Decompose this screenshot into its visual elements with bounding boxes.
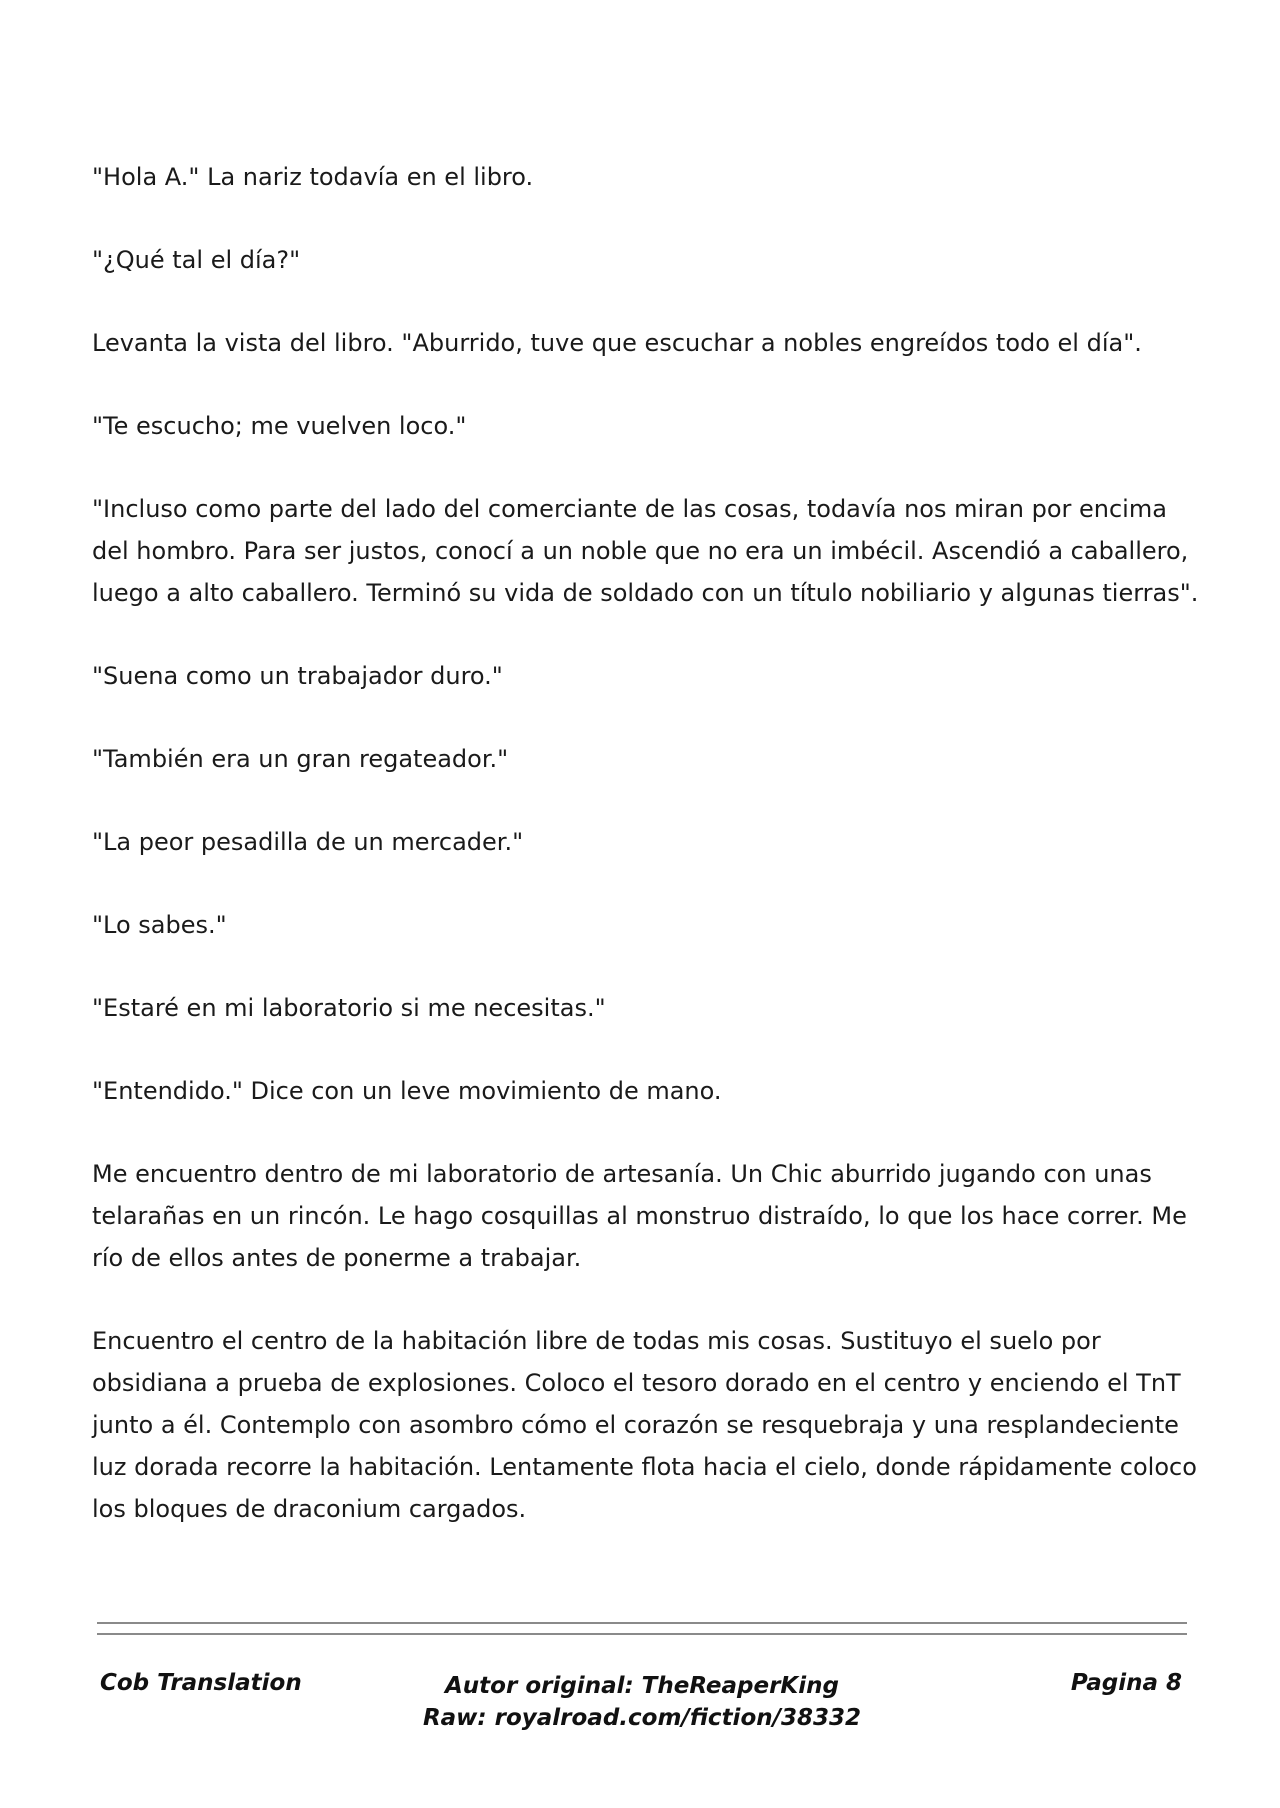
paragraph: "Suena como un trabajador duro." xyxy=(92,662,503,690)
body-text xyxy=(92,156,1200,1571)
footer-divider xyxy=(97,1622,1187,1644)
paragraph: "Lo sabes." xyxy=(92,911,227,939)
footer-rule-bottom xyxy=(97,1633,1187,1635)
paragraph: "También era un gran regateador." xyxy=(92,745,509,773)
paragraph: Encuentro el centro de la habitación libre de todas mis cosas. Sustituyo el suelo por obsidiana a prueba de explosiones. Coloco el tesoro dorado en el centro y enciendo el TnT junto a él. Contemplo con asombro cómo el corazón se resquebraja y una resplandeciente luz dorada recorre la habitación. Lentamente flota hacia el cielo, donde rápidamente coloco los bloques de draconium cargados. xyxy=(92,1327,1197,1523)
paragraph: "Incluso como parte del lado del comerciante de las cosas, todavía nos miran por encima del hombro. Para ser justos, conocí a un noble que no era un imbécil. Ascendió a caballero, luego a alto caballero. Terminó su vida de soldado con un título nobiliario y algunas tierras". xyxy=(92,495,1199,607)
page-footer xyxy=(97,1670,1187,1750)
footer-translator: Cob Translation xyxy=(100,1670,302,1696)
footer-raw-source: Raw: royalroad.com/fiction/38332 xyxy=(422,1705,862,1731)
paragraph: "Te escucho; me vuelven loco." xyxy=(92,412,467,440)
paragraph: Me encuentro dentro de mi laboratorio de artesanía. Un Chic aburrido jugando con unas telarañas en un rincón. Le hago cosquillas al monstruo distraído, lo que los hace correr. Me río de ellos antes de ponerme a trabajar. xyxy=(92,1160,1187,1272)
footer-rule-top xyxy=(97,1622,1187,1624)
paragraph: "¿Qué tal el día?" xyxy=(92,246,301,274)
paragraph: Levanta la vista del libro. "Aburrido, tuve que escuchar a nobles engreídos todo el día". xyxy=(92,329,1142,357)
paragraph: "Entendido." Dice con un leve movimiento de mano. xyxy=(92,1077,722,1105)
paragraph: "La peor pesadilla de un mercader." xyxy=(92,828,524,856)
footer-page-number: Pagina 8 xyxy=(1070,1670,1182,1696)
paragraph: "Hola A." La nariz todavía en el libro. xyxy=(92,163,534,191)
footer-credits xyxy=(97,1670,1187,1734)
footer-author: Autor original: TheReaperKing xyxy=(445,1673,839,1699)
paragraph: "Estaré en mi laboratorio si me necesitas." xyxy=(92,994,606,1022)
